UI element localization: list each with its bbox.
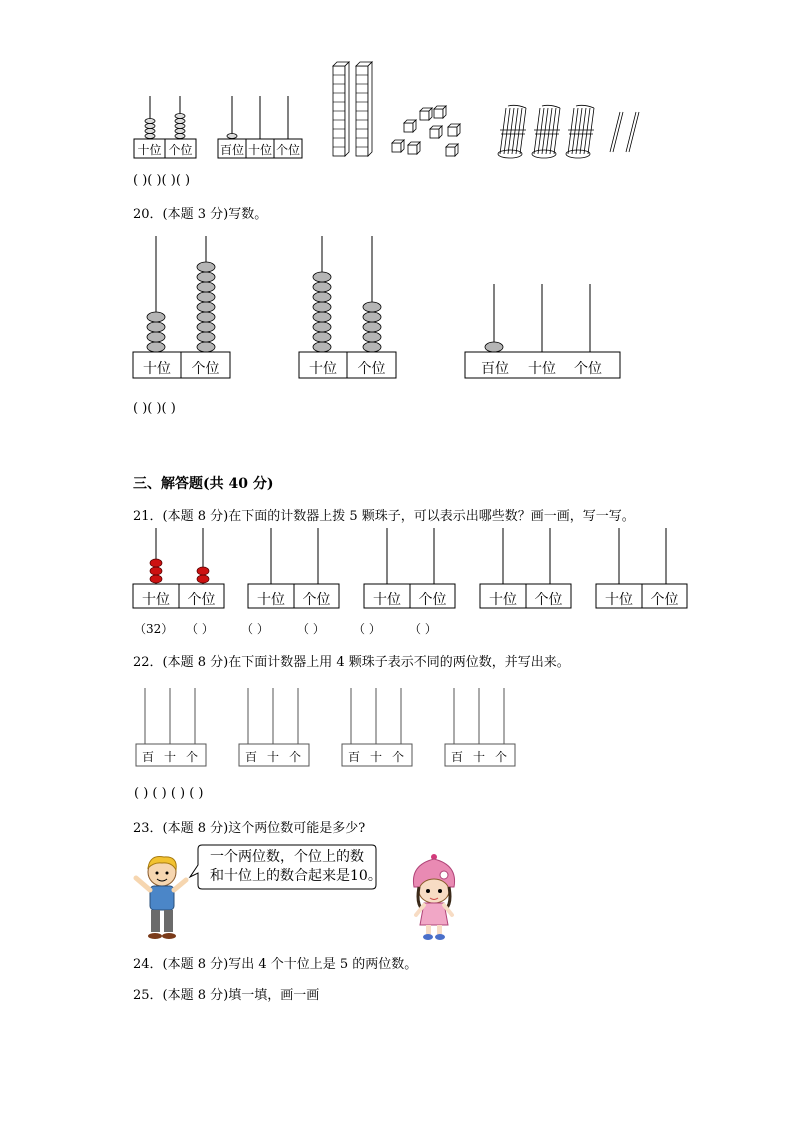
q21-answer-3[interactable]: （ ）	[241, 622, 269, 636]
single-cubes-image	[390, 102, 470, 162]
q22-a3-label-ones: 个	[391, 750, 404, 764]
q21-a5-label-ones: 个位	[650, 592, 679, 608]
q23-prompt: 23．(本题 8 分)这个两位数可能是多少?	[133, 821, 366, 836]
q20-a3-label-tens: 十位	[528, 361, 556, 377]
q20-a2-label-tens: 十位	[309, 361, 337, 377]
q22-a2-label-hundreds: 百	[244, 750, 257, 764]
q21-a1-label-ones: 个位	[187, 592, 216, 608]
top-row-answer-blanks[interactable]: ( )( )( )( )	[133, 173, 191, 188]
speech-line-2: 和十位上的数合起来是10。	[210, 868, 382, 884]
small-abacus2-label-tens: 十位	[247, 143, 272, 157]
q21-answer-6[interactable]: （ ）	[409, 622, 437, 636]
q21-a2-label-ones: 个位	[302, 592, 331, 608]
q22-answer-blanks[interactable]: ( ) ( ) ( ) ( )	[134, 786, 204, 801]
q21-a3-label-tens: 十位	[373, 592, 401, 608]
q21-prompt: 21．(本题 8 分)在下面的计数器上拨 5 颗珠子，可以表示出哪些数？画一画，写一写。	[133, 509, 635, 524]
q22-a3-label-hundreds: 百	[347, 750, 360, 764]
cube-columns-image	[330, 60, 376, 160]
q22-a1-label-ones: 个	[185, 750, 198, 764]
q20-a1-label-ones: 个位	[191, 361, 220, 377]
q21-a4-label-ones: 个位	[534, 592, 563, 608]
girl-illustration	[406, 853, 466, 945]
q21-answer-2[interactable]: （ ）	[186, 622, 214, 636]
q21-a4-label-tens: 十位	[489, 592, 517, 608]
section-title: 三、解答题(共 40 分)	[133, 476, 274, 492]
q22-a4-label-ones: 个	[494, 750, 507, 764]
q20-prompt: 20．(本题 3 分)写数。	[133, 207, 268, 222]
small-abacus1-label-ones: 个位	[168, 143, 193, 157]
q21-a3-label-ones: 个位	[418, 592, 447, 608]
small-abacus2-label-ones: 个位	[275, 143, 300, 157]
q25-prompt: 25．(本题 8 分)填一填，画一画	[133, 988, 320, 1003]
q20-a2-label-ones: 个位	[357, 361, 386, 377]
speech-line-1: 一个两位数，个位上的数	[210, 849, 364, 865]
stick-bundles-image	[496, 104, 646, 162]
q22-a1-label-tens: 十	[163, 750, 176, 764]
q22-a2-label-ones: 个	[288, 750, 301, 764]
q22-prompt: 22．(本题 8 分)在下面计数器上用 4 颗珠子表示不同的两位数，并写出来。	[133, 655, 570, 670]
q22-a2-label-tens: 十	[266, 750, 279, 764]
q22-a3-label-tens: 十	[369, 750, 382, 764]
q20-a3-label-ones: 个位	[574, 361, 602, 377]
q21-a5-label-tens: 十位	[605, 592, 633, 608]
q22-a1-label-hundreds: 百	[141, 750, 154, 764]
q21-answer-4[interactable]: （ ）	[297, 622, 325, 636]
q21-answer-1: （32）	[134, 622, 174, 636]
q20-a3-label-hundreds: 百位	[481, 361, 509, 377]
q24-prompt: 24．(本题 8 分)写出 4 个十位上是 5 的两位数。	[133, 957, 418, 972]
q21-a1-label-tens: 十位	[142, 592, 170, 608]
boy-illustration	[128, 852, 194, 944]
q22-a4-label-hundreds: 百	[450, 750, 463, 764]
q20-answer-blanks[interactable]: ( )( )( )	[133, 401, 176, 416]
q21-a2-label-tens: 十位	[257, 592, 285, 608]
small-abacus1-label-tens: 十位	[137, 143, 162, 157]
q22-a4-label-tens: 十	[472, 750, 485, 764]
small-abacus2-label-hundreds: 百位	[219, 143, 244, 157]
q21-answer-5[interactable]: （ ）	[353, 622, 381, 636]
q20-a1-label-tens: 十位	[143, 361, 171, 377]
